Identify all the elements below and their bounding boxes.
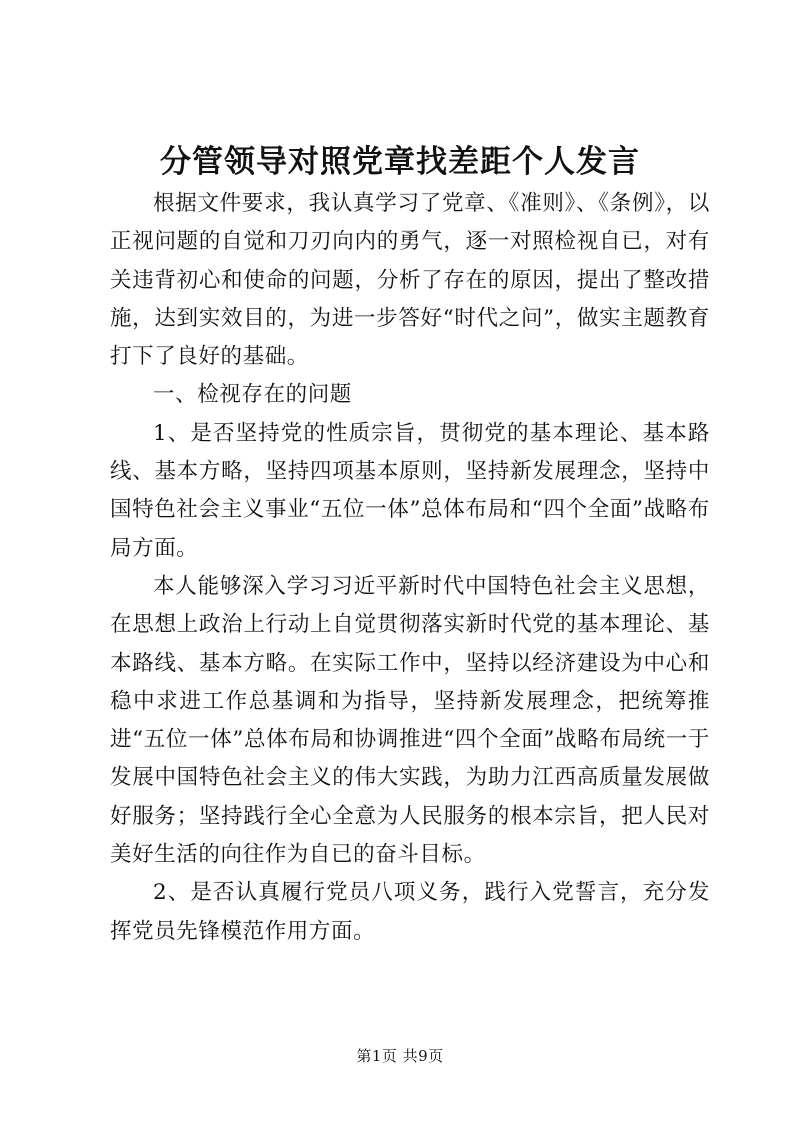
paragraph-item-2-question: 2、是否认真履行党员八项义务，践行入党誓言，充分发挥党员先锋模范作用方面。 [110,880,710,944]
paragraph-item-1-question: 1、是否坚持党的性质宗旨，贯彻党的基本理论、基本路线、基本方略，坚持四项基本原则，坚持新发展理念，坚持中国特色社会主义事业“五位一体”总体布局和“四个全面”战略布局方面。 [110,420,710,561]
page-indicator: 第1页 共9页 [356,1047,444,1065]
paragraph-item-1-answer: 本人能够深入学习习近平新时代中国特色社会主义思想，在思想上政治上行动上自觉贯彻落实新时代党的基本理论、基本路线、基本方略。在实际工作中，坚持以经济建设为中心和稳中求进工作总基调和为指导，坚持新发展理念，把统筹推进“五位一体”总体布局和协调推进“四个全面”战略布局统一于发展中国特色社会主义的伟大实践，为助力江西高质量发展做好服务；坚持践行全心全意为人民服务的根本宗旨，把人民对美好生活的向往作为自已的奋斗目标。 [110,573,710,868]
paragraph-intro: 根据文件要求，我认真学习了党章、《准则》、《条例》，以正视问题的自觉和刀刃向内的勇气，逐一对照检视自已，对有关违背初心和使命的问题，分析了存在的原因，提出了整改措施，达到实效目的，为进一步答好“时代之问”，做实主题教育打下了良好的基础。 [110,191,710,370]
section-heading-problems: 一、检视存在的问题 [153,382,352,408]
document-title: 分管领导对照党章找差距个人发言 [160,144,640,180]
document-body [110,185,710,951]
